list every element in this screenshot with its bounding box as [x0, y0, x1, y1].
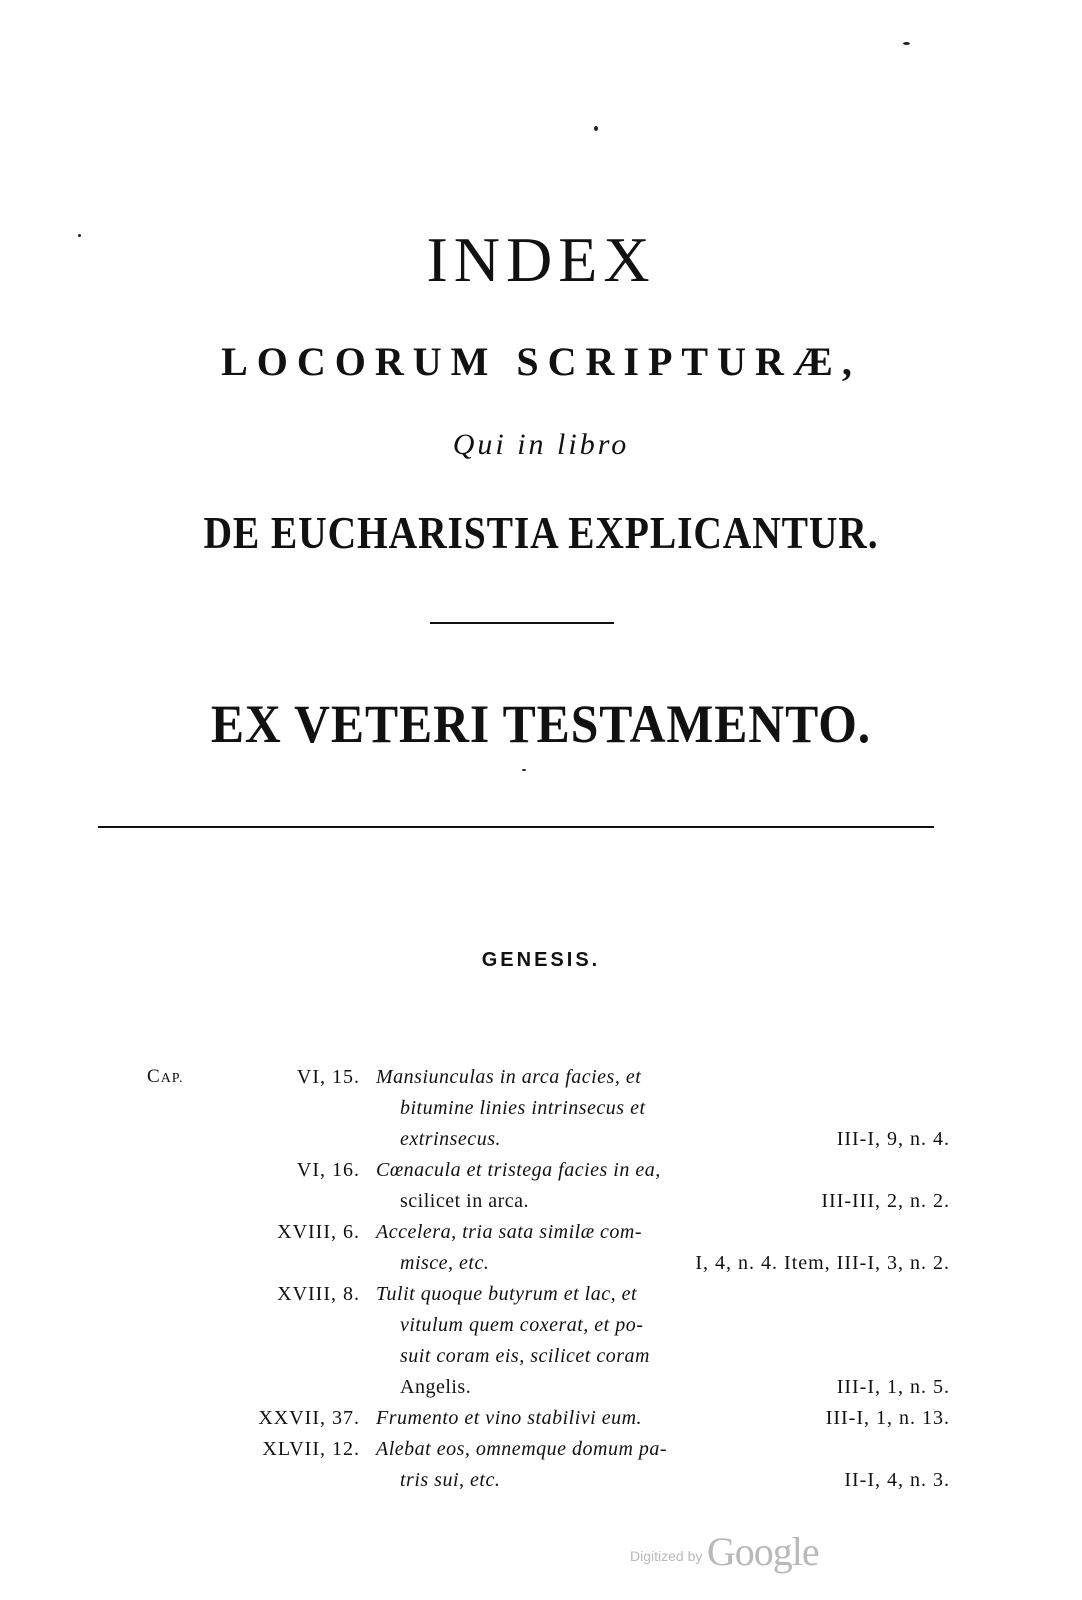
index-entry-line: [0, 1155, 1082, 1186]
index-entry-line: [0, 1186, 1082, 1217]
book-location-ref: I, 4, n. 4. Item, III-I, 3, n. 2.: [695, 1252, 950, 1274]
title-de-eucharistia: DE EUCHARISTIA EXPLICANTUR.: [203, 507, 879, 558]
index-entry-line: [0, 1310, 1082, 1341]
index-entry-line: [0, 1062, 1082, 1093]
ink-speck: [903, 42, 910, 45]
quotation-text: Cœnacula et tristega facies in ea,: [376, 1159, 661, 1181]
index-entry-line: [0, 1465, 1082, 1496]
index-entry-line: [0, 1372, 1082, 1403]
book-location-ref: III-I, 1, n. 5.: [836, 1376, 950, 1398]
quotation-text: bitumine linies intrinsecus et: [400, 1097, 646, 1119]
gloss-text: scilicet in arca.: [400, 1190, 529, 1212]
index-entry-line: [0, 1279, 1082, 1310]
digitized-by-google-watermark: [630, 1528, 819, 1575]
chapter-verse-ref: XLVII, 12.: [262, 1438, 360, 1460]
quotation-text: Accelera, tria sata similæ com-: [376, 1221, 643, 1243]
chapter-verse-ref: VI, 15.: [296, 1066, 360, 1088]
title-index: INDEX: [426, 224, 656, 295]
title-locorum-scripturae: LOCORUM SCRIPTURÆ,: [221, 339, 861, 384]
index-entries: [0, 1062, 1082, 1496]
quotation-text: Alebat eos, omnemque domum pa-: [376, 1438, 668, 1460]
watermark-prefix: Digitized by: [630, 1548, 703, 1564]
book-location-ref: III-I, 9, n. 4.: [836, 1128, 950, 1150]
index-entry-line: [0, 1434, 1082, 1465]
quotation-text: suit coram eis, scilicet coram: [400, 1345, 650, 1367]
quotation-text: extrinsecus.: [400, 1128, 501, 1150]
ink-speck: [522, 769, 526, 771]
chapter-verse-ref: XVIII, 6.: [277, 1221, 360, 1243]
index-entry-line: [0, 1248, 1082, 1279]
quotation-text: Frumento et vino stabilivi eum.: [376, 1407, 643, 1429]
title-qui-in-libro: Qui in libro: [452, 428, 630, 461]
google-logo: Google: [706, 1529, 819, 1574]
chapter-verse-ref: VI, 16.: [296, 1159, 360, 1181]
chapter-verse-ref: XVIII, 8.: [277, 1283, 360, 1305]
index-entry-line: [0, 1124, 1082, 1155]
book-location-ref: II-I, 4, n. 3.: [844, 1469, 950, 1491]
index-entry-line: [0, 1217, 1082, 1248]
quotation-text: Mansiunculas in arca facies, et: [376, 1066, 642, 1088]
quotation-text: vitulum quem coxerat, et po-: [400, 1314, 644, 1336]
quotation-text: tris sui, etc.: [400, 1469, 501, 1491]
book-location-ref: III-I, 1, n. 13.: [825, 1407, 950, 1429]
long-divider: [98, 826, 934, 828]
book-heading: GENESIS.: [481, 949, 601, 971]
chapter-verse-ref: XXVII, 37.: [258, 1407, 360, 1429]
ink-speck: [594, 126, 598, 131]
index-entry-line: [0, 1341, 1082, 1372]
book-location-ref: III-III, 2, n. 2.: [821, 1190, 950, 1212]
quotation-text: Tulit quoque butyrum et lac, et: [376, 1283, 638, 1305]
quotation-text: misce, etc.: [400, 1252, 490, 1274]
index-entry-line: [0, 1403, 1082, 1434]
section-title: EX VETERI TESTAMENTO.: [210, 694, 872, 754]
gloss-text: Angelis.: [400, 1376, 472, 1398]
short-divider: [430, 622, 614, 624]
cap-label: CAP.: [147, 1066, 184, 1087]
index-entry-line: [0, 1093, 1082, 1124]
